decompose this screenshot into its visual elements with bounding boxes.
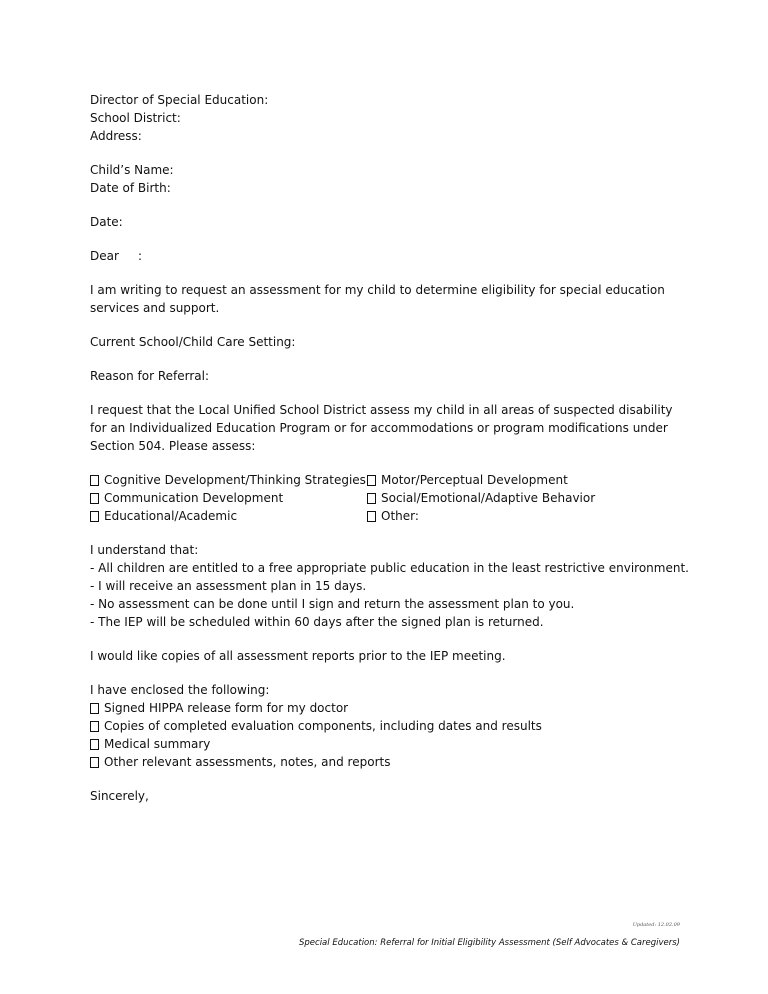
assess-item-label: Communication Development bbox=[104, 491, 284, 505]
assess-item-label: Social/Emotional/Adaptive Behavior bbox=[381, 491, 596, 505]
understand-heading: I understand that: bbox=[90, 543, 199, 557]
understand-item: - The IEP will be scheduled within 60 days after the signed plan is returned. bbox=[90, 615, 544, 629]
understand-item: - No assessment can be done until I sign and return the assessment plan to you. bbox=[90, 597, 575, 611]
copies-paragraph: I would like copies of all assessment reports prior to the IEP meeting. bbox=[90, 649, 506, 663]
assess-item-label: Educational/Academic bbox=[104, 509, 238, 523]
assessment-column-left bbox=[90, 471, 367, 525]
checkbox[interactable] bbox=[90, 739, 99, 750]
child-name-label: Child’s Name: bbox=[90, 163, 174, 177]
enclosed-item-label: Other relevant assessments, notes, and reports bbox=[104, 755, 391, 769]
assess-item-label: Other: bbox=[381, 509, 419, 523]
enclosed-item-label: Medical summary bbox=[104, 737, 211, 751]
checkbox[interactable] bbox=[90, 511, 99, 522]
checkbox[interactable] bbox=[90, 475, 99, 486]
request-paragraph: I request that the Local Unified School District assess my child in all areas of suspected disability for an Individualized Education Program or for accommodations or program modifications under Section 504. Please assess: bbox=[90, 403, 673, 453]
district-label: School District: bbox=[90, 111, 181, 125]
assess-item bbox=[367, 471, 595, 489]
date-label: Date: bbox=[90, 215, 123, 229]
checkbox[interactable] bbox=[367, 493, 376, 504]
checkbox[interactable] bbox=[90, 703, 99, 714]
enclosed-item-label: Signed HIPPA release form for my doctor bbox=[104, 701, 349, 715]
dob-label: Date of Birth: bbox=[90, 181, 171, 195]
checkbox[interactable] bbox=[90, 493, 99, 504]
setting-label: Current School/Child Care Setting: bbox=[90, 335, 296, 349]
understand-item: - All children are entitled to a free appropriate public education in the least restrictive environment. bbox=[90, 561, 689, 575]
enclosed-item bbox=[90, 753, 690, 771]
understand-item: - I will receive an assessment plan in 15 days. bbox=[90, 579, 367, 593]
checkbox[interactable] bbox=[90, 721, 99, 732]
salutation bbox=[90, 247, 690, 265]
reason-label: Reason for Referral: bbox=[90, 369, 210, 383]
assessment-column-right bbox=[367, 471, 595, 525]
footer-title: Special Education: Referral for Initial Eligibility Assessment (Self Advocates & Caregivers) bbox=[299, 938, 680, 948]
checkbox[interactable] bbox=[367, 511, 376, 522]
enclosed-item bbox=[90, 699, 690, 717]
enclosed-item bbox=[90, 735, 690, 753]
enclosed-item-label: Copies of completed evaluation components, including dates and results bbox=[104, 719, 542, 733]
assess-item bbox=[90, 471, 367, 489]
director-label: Director of Special Education: bbox=[90, 93, 269, 107]
assess-item bbox=[90, 489, 367, 507]
salutation-dear: Dear bbox=[90, 249, 119, 263]
footer-updated-date: Updated: 12.02.09 bbox=[632, 922, 680, 928]
enclosed-heading: I have enclosed the following: bbox=[90, 683, 270, 697]
enclosed-item bbox=[90, 717, 690, 735]
assess-item-label: Cognitive Development/Thinking Strategies bbox=[104, 473, 366, 487]
assess-item-label: Motor/Perceptual Development bbox=[381, 473, 568, 487]
assess-item bbox=[367, 489, 595, 507]
assess-item bbox=[367, 507, 595, 525]
salutation-colon: : bbox=[138, 249, 143, 263]
assessment-checklist bbox=[90, 471, 690, 525]
closing: Sincerely, bbox=[90, 789, 149, 803]
intro-paragraph: I am writing to request an assessment for my child to determine eligibility for special education services and support. bbox=[90, 283, 665, 315]
checkbox[interactable] bbox=[367, 475, 376, 486]
letter-body bbox=[90, 91, 690, 805]
checkbox[interactable] bbox=[90, 757, 99, 768]
address-label: Address: bbox=[90, 129, 142, 143]
assess-item bbox=[90, 507, 367, 525]
